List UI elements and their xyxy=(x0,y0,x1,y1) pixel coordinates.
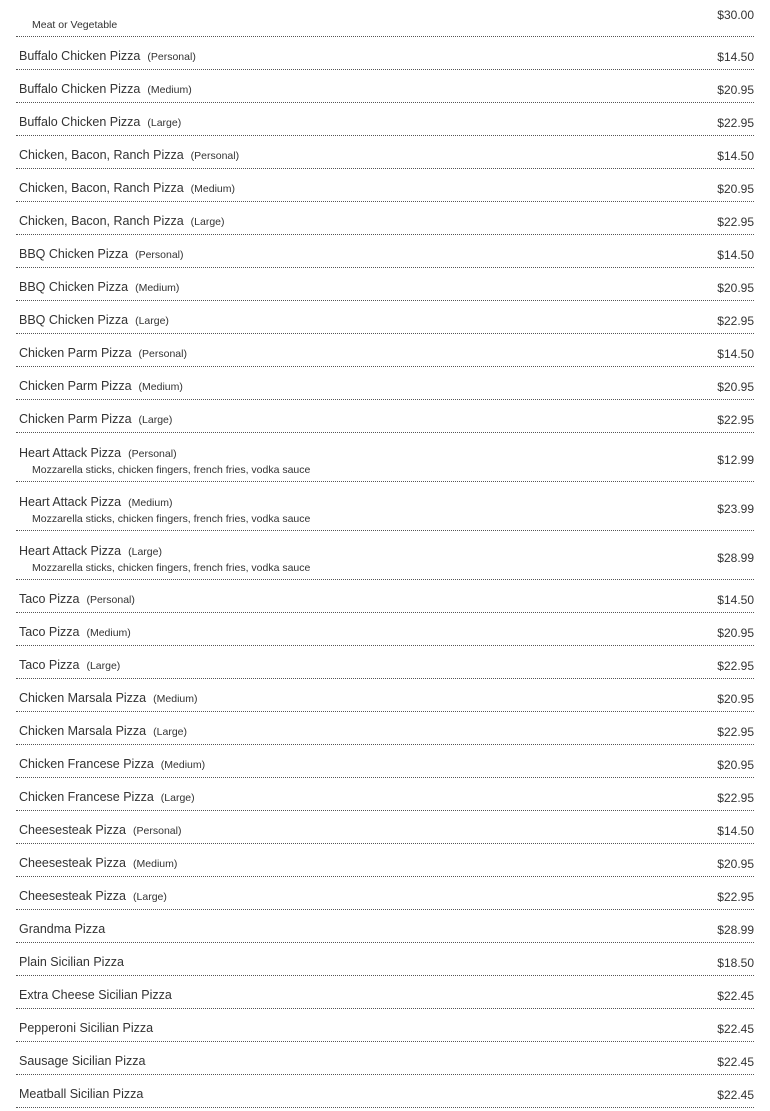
menu-item-row[interactable] xyxy=(16,910,754,943)
menu-item-row[interactable] xyxy=(16,811,754,844)
item-name xyxy=(19,246,184,263)
item-name xyxy=(19,690,197,707)
menu-item-row[interactable] xyxy=(16,433,754,482)
item-price: $22.95 xyxy=(717,215,754,229)
menu-item-row[interactable] xyxy=(16,877,754,910)
item-price: $14.50 xyxy=(717,248,754,262)
item-name xyxy=(19,411,172,428)
item-name xyxy=(19,921,105,937)
item-price: $22.45 xyxy=(717,1055,754,1069)
item-size: (Medium) xyxy=(190,183,236,195)
item-name-text: Meatball Sicilian Pizza xyxy=(19,1087,144,1101)
item-name-text: BBQ Chicken Pizza xyxy=(19,313,129,327)
item-price: $22.45 xyxy=(717,1088,754,1102)
item-size: (Large) xyxy=(153,726,187,738)
menu-item-row[interactable] xyxy=(16,136,754,169)
item-size: (Medium) xyxy=(128,497,173,509)
menu-item-row[interactable] xyxy=(16,334,754,367)
item-name xyxy=(19,657,120,674)
item-size: (Medium) xyxy=(138,381,183,393)
item-price: $20.95 xyxy=(717,857,754,871)
item-name xyxy=(19,378,183,395)
item-name xyxy=(19,312,169,329)
item-name-text: Cheesesteak Pizza xyxy=(19,889,127,903)
item-description: Mozzarella sticks, chicken fingers, french fries, vodka sauce xyxy=(32,464,311,476)
item-name-text: Cheesesteak Pizza xyxy=(19,856,127,870)
item-name-text: Chicken Parm Pizza xyxy=(19,412,132,426)
item-name xyxy=(19,345,187,362)
item-price: $14.50 xyxy=(717,593,754,607)
item-name xyxy=(19,723,187,740)
item-name-text: Chicken Parm Pizza xyxy=(19,379,132,393)
item-name xyxy=(19,48,196,65)
item-name xyxy=(19,81,192,98)
item-name xyxy=(19,543,162,560)
item-name-text: Taco Pizza xyxy=(19,592,80,606)
item-name xyxy=(19,855,177,872)
item-name xyxy=(19,591,135,608)
item-name-text: Sausage Sicilian Pizza xyxy=(19,1054,146,1068)
menu-item-row[interactable] xyxy=(16,367,754,400)
item-name-text: Heart Attack Pizza xyxy=(19,544,122,558)
item-name xyxy=(19,114,181,131)
item-name-text: Plain Sicilian Pizza xyxy=(19,955,124,969)
menu-item-row[interactable] xyxy=(16,844,754,877)
menu-item-row[interactable] xyxy=(16,646,754,679)
item-name-text: Taco Pizza xyxy=(19,658,80,672)
item-name-text: BBQ Chicken Pizza xyxy=(19,280,129,294)
item-description: Mozzarella sticks, chicken fingers, french fries, vodka sauce xyxy=(32,513,311,525)
item-size: (Large) xyxy=(160,792,195,804)
item-size: (Medium) xyxy=(135,282,180,294)
item-price: $20.95 xyxy=(717,182,754,196)
item-price: $22.95 xyxy=(717,659,754,673)
item-name-text: Chicken Francese Pizza xyxy=(19,757,154,771)
item-name-text: Chicken Parm Pizza xyxy=(19,346,132,360)
item-price: $20.95 xyxy=(717,692,754,706)
item-price: $22.95 xyxy=(717,890,754,904)
item-price: $20.95 xyxy=(717,281,754,295)
item-price: $14.50 xyxy=(717,347,754,361)
menu-item-row[interactable] xyxy=(16,70,754,103)
item-size: (Personal) xyxy=(133,825,182,837)
menu-item-row[interactable] xyxy=(16,976,754,1009)
item-size: (Medium) xyxy=(133,858,178,870)
item-name-text: Chicken Francese Pizza xyxy=(19,790,154,804)
item-name-text: Buffalo Chicken Pizza xyxy=(19,82,141,96)
item-name xyxy=(19,494,172,511)
item-size: (Large) xyxy=(138,414,173,426)
item-name xyxy=(19,822,181,839)
item-price: $14.50 xyxy=(717,50,754,64)
menu-item-row[interactable] xyxy=(16,1042,754,1075)
item-price: $28.99 xyxy=(717,551,754,565)
item-size: (Medium) xyxy=(153,693,198,705)
item-name xyxy=(19,180,235,197)
menu-item-row[interactable] xyxy=(16,37,754,70)
item-price: $22.95 xyxy=(717,791,754,805)
item-name-text: Buffalo Chicken Pizza xyxy=(19,49,141,63)
item-price: $22.95 xyxy=(717,314,754,328)
menu-list xyxy=(16,0,754,1108)
item-price: $23.99 xyxy=(717,502,754,516)
menu-item-row[interactable] xyxy=(16,268,754,301)
item-size: (Large) xyxy=(190,216,225,228)
menu-item-row[interactable] xyxy=(16,679,754,712)
item-name-text: Grandma Pizza xyxy=(19,922,106,936)
item-name xyxy=(19,624,131,641)
menu-item-row[interactable] xyxy=(16,235,754,268)
item-name-text: BBQ Chicken Pizza xyxy=(19,247,129,261)
item-price: $12.99 xyxy=(717,453,754,467)
item-name xyxy=(19,1053,145,1069)
menu-item-row[interactable] xyxy=(16,0,754,37)
item-price: $22.95 xyxy=(717,116,754,130)
menu-item-row[interactable] xyxy=(16,712,754,745)
item-name xyxy=(19,445,177,462)
item-name xyxy=(19,213,225,230)
item-price: $22.95 xyxy=(717,725,754,739)
item-name xyxy=(19,789,195,806)
item-name-text: Chicken Marsala Pizza xyxy=(19,691,147,705)
item-name-text: Cheesesteak Pizza xyxy=(19,823,127,837)
item-price: $22.45 xyxy=(717,989,754,1003)
item-name-text: Chicken, Bacon, Ranch Pizza xyxy=(19,148,184,162)
item-price: $20.95 xyxy=(717,83,754,97)
item-price: $22.45 xyxy=(717,1022,754,1036)
menu-item-row[interactable] xyxy=(16,202,754,235)
item-size: (Personal) xyxy=(86,594,135,606)
item-size: (Medium) xyxy=(147,84,192,96)
menu-item-row[interactable] xyxy=(16,400,754,433)
item-price: $14.50 xyxy=(717,149,754,163)
item-size: (Personal) xyxy=(138,348,187,360)
item-size: (Large) xyxy=(86,660,121,672)
item-price: $28.99 xyxy=(717,923,754,937)
item-name-text: Chicken Marsala Pizza xyxy=(19,724,147,738)
item-name-text: Taco Pizza xyxy=(19,625,80,639)
menu-item-row[interactable] xyxy=(16,1009,754,1042)
item-name xyxy=(19,954,124,970)
item-price: $30.00 xyxy=(717,8,754,22)
menu-item-row[interactable] xyxy=(16,1075,754,1108)
menu-item-row[interactable] xyxy=(16,613,754,646)
item-name-text: Heart Attack Pizza xyxy=(19,446,122,460)
menu-item-row[interactable] xyxy=(16,482,754,531)
menu-item-row[interactable] xyxy=(16,745,754,778)
item-description: Meat or Vegetable xyxy=(32,19,118,31)
menu-item-row[interactable] xyxy=(16,301,754,334)
item-price: $20.95 xyxy=(717,626,754,640)
item-name-text: Buffalo Chicken Pizza xyxy=(19,115,141,129)
item-name xyxy=(19,756,205,773)
item-price: $14.50 xyxy=(717,824,754,838)
item-name-text: Chicken, Bacon, Ranch Pizza xyxy=(19,181,184,195)
item-size: (Large) xyxy=(135,315,169,327)
menu-item-row[interactable] xyxy=(16,103,754,136)
item-size: (Personal) xyxy=(128,448,177,460)
menu-item-row[interactable] xyxy=(16,169,754,202)
menu-item-row[interactable] xyxy=(16,580,754,613)
item-size: (Personal) xyxy=(147,51,196,63)
item-size: (Medium) xyxy=(160,759,206,771)
item-name xyxy=(19,279,179,296)
item-size: (Large) xyxy=(133,891,167,903)
item-name-text: Pepperoni Sicilian Pizza xyxy=(19,1021,154,1035)
item-price: $18.50 xyxy=(717,956,754,970)
item-name xyxy=(19,1086,143,1102)
item-name xyxy=(19,147,239,164)
menu-item-row[interactable] xyxy=(16,531,754,580)
item-size: (Large) xyxy=(147,117,182,129)
menu-item-row[interactable] xyxy=(16,943,754,976)
item-description: Mozzarella sticks, chicken fingers, french fries, vodka sauce xyxy=(32,562,311,574)
item-name xyxy=(19,987,172,1003)
item-price: $20.95 xyxy=(717,758,754,772)
menu-item-row[interactable] xyxy=(16,778,754,811)
item-name-text: Chicken, Bacon, Ranch Pizza xyxy=(19,214,184,228)
item-name xyxy=(19,1020,153,1036)
item-size: (Personal) xyxy=(190,150,240,162)
item-name xyxy=(19,888,167,905)
item-name-text: Extra Cheese Sicilian Pizza xyxy=(19,988,172,1002)
item-name-text: Heart Attack Pizza xyxy=(19,495,122,509)
item-size: (Personal) xyxy=(135,249,184,261)
item-size: (Medium) xyxy=(86,627,131,639)
item-size: (Large) xyxy=(128,546,162,558)
item-price: $22.95 xyxy=(717,413,754,427)
item-price: $20.95 xyxy=(717,380,754,394)
